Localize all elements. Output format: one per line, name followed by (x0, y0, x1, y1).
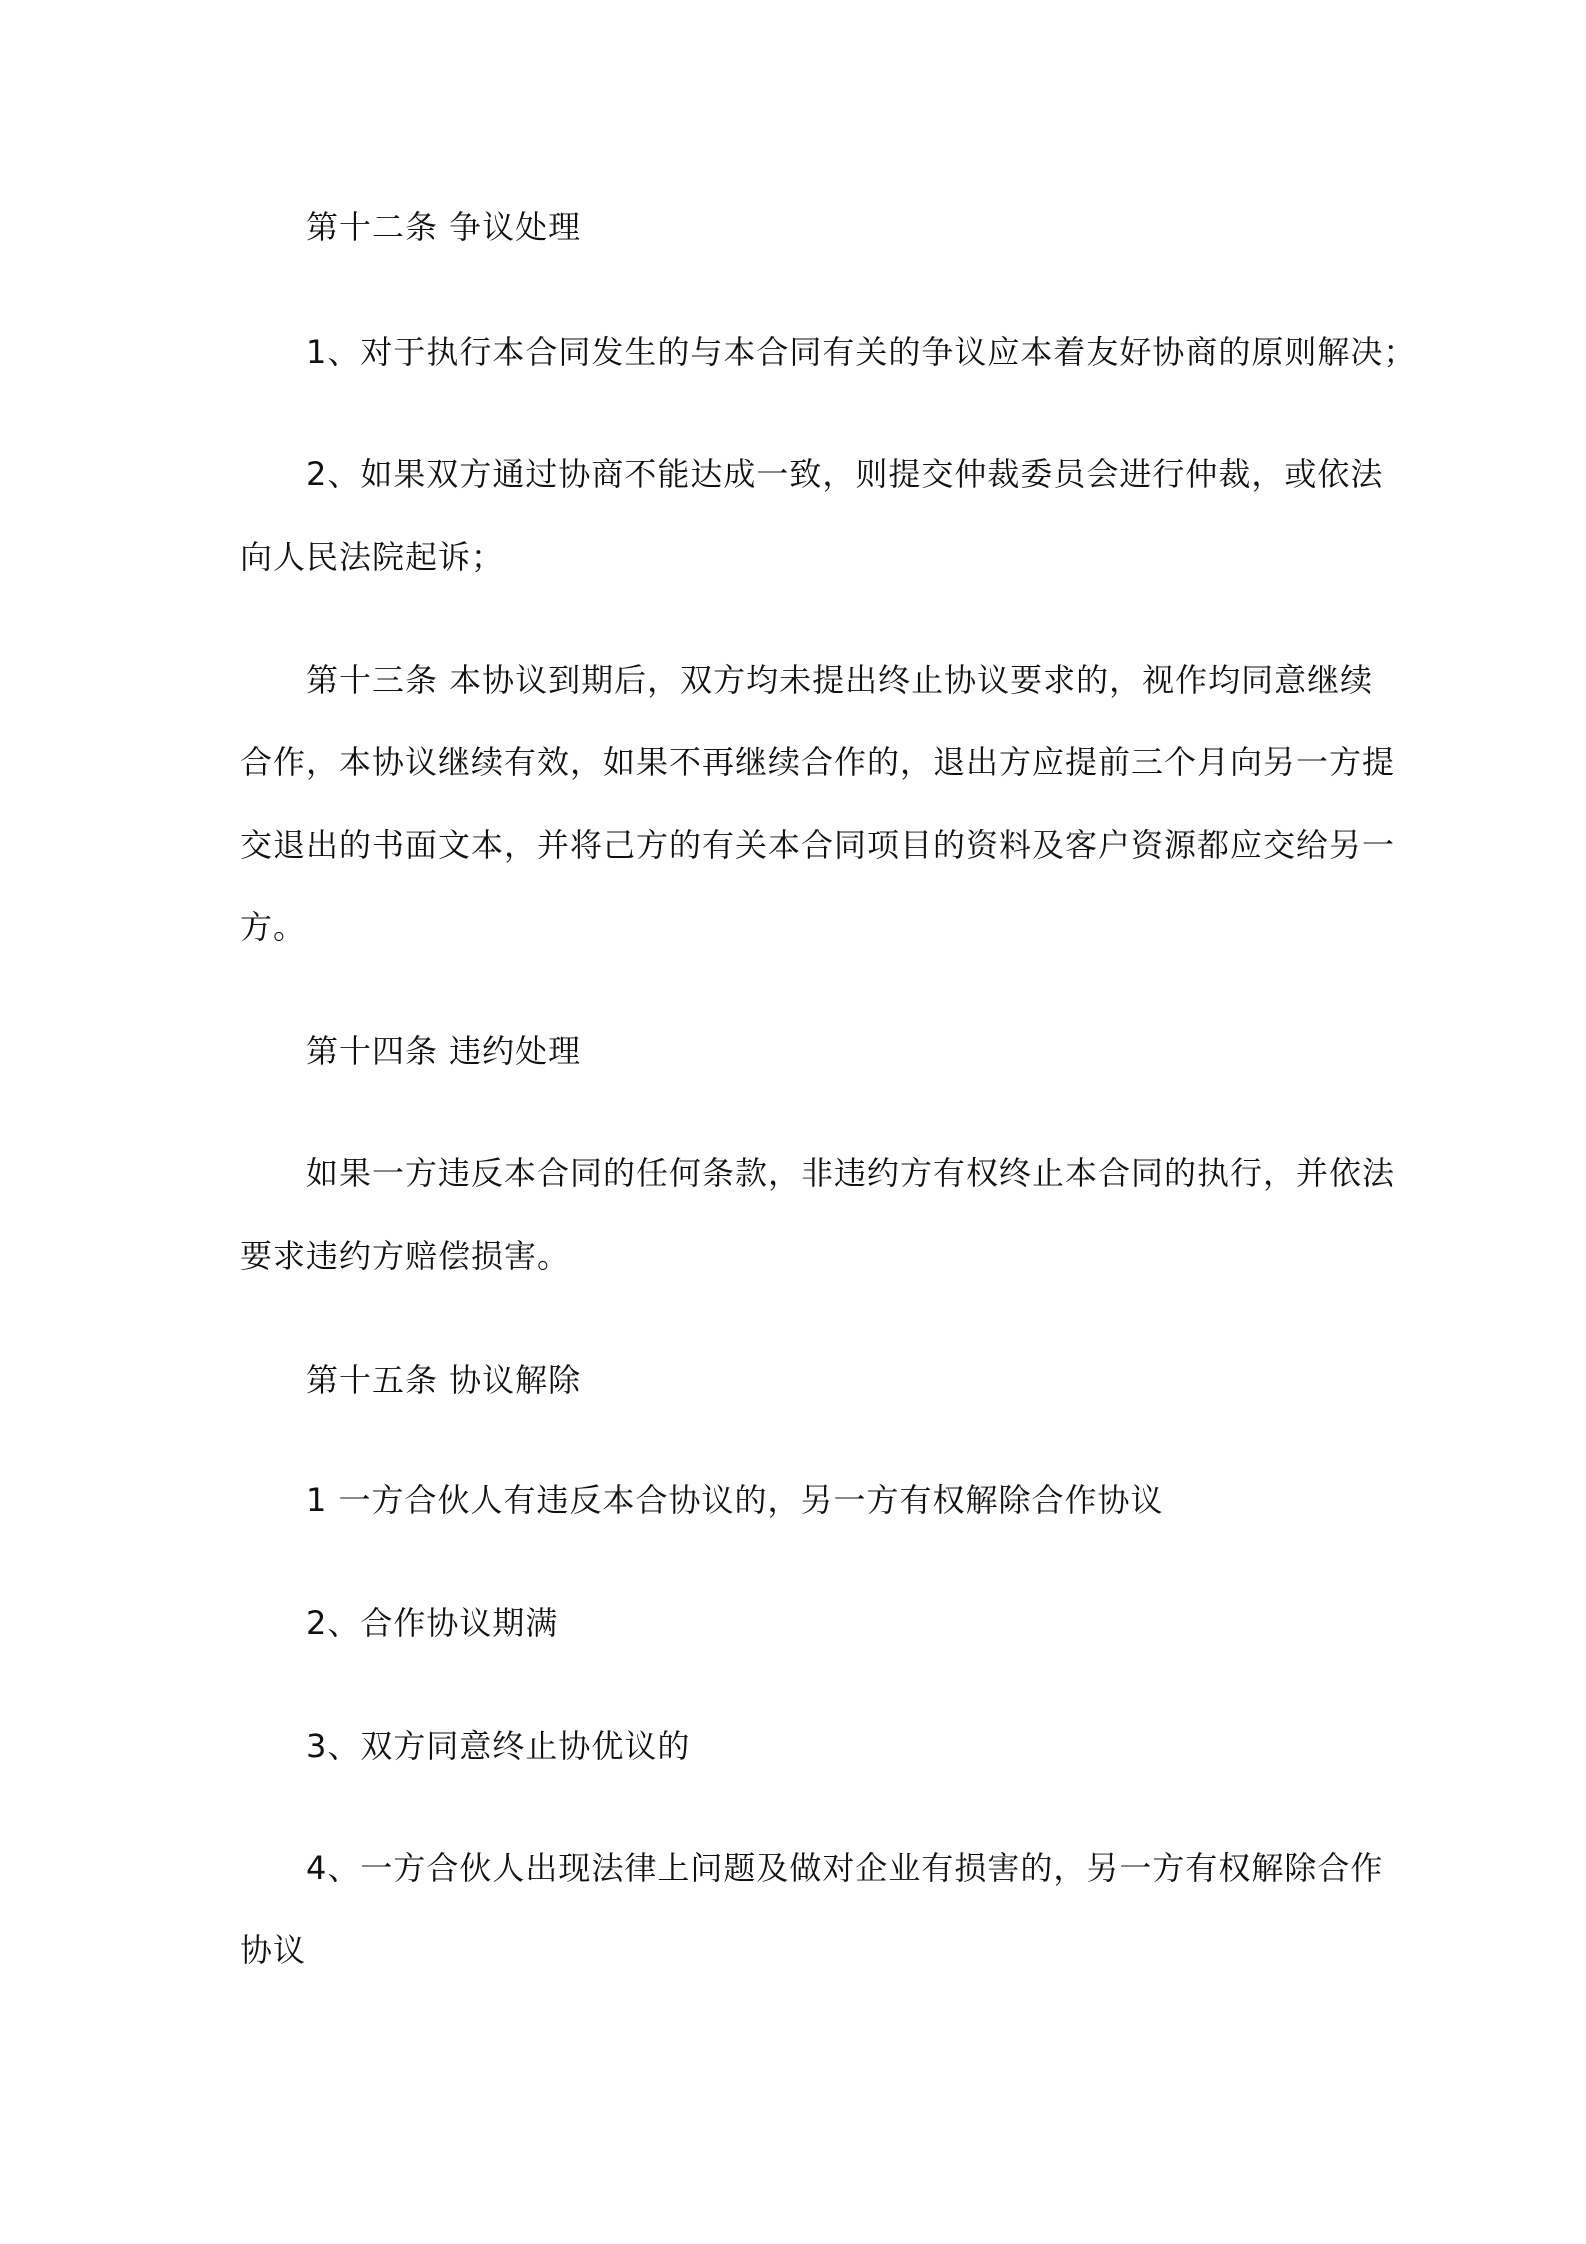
article-12-clause-2-line-2: 向人民法院起诉； (240, 538, 505, 576)
article-15-item-1: 1 一方合伙人有违反本合协议的，另一方有权解除合作协议 (306, 1481, 1164, 1519)
article-14-text-line-2: 要求违约方赔偿损害。 (240, 1237, 571, 1275)
article-13-line-2: 合作，本协议继续有效，如果不再继续合作的，退出方应提前三个月向另一方提 (240, 743, 1396, 781)
article-15-heading: 第十五条 协议解除 (306, 1361, 582, 1399)
article-12-heading: 第十二条 争议处理 (306, 208, 582, 246)
article-14-text-line-1: 如果一方违反本合同的任何条款，非违约方有权终止本合同的执行，并依法 (306, 1154, 1396, 1192)
article-12-clause-2-line-1: 2、如果双方通过协商不能达成一致，则提交仲裁委员会进行仲裁，或依法 (306, 455, 1384, 493)
article-15-item-2: 2、合作协议期满 (306, 1604, 559, 1642)
article-14-heading: 第十四条 违约处理 (306, 1032, 582, 1070)
article-12-clause-1: 1、对于执行本合同发生的与本合同有关的争议应本着友好协商的原则解决； (306, 333, 1417, 371)
article-13-line-3: 交退出的书面文本，并将己方的有关本合同项目的资料及客户资源都应交给另一 (240, 826, 1396, 864)
article-13-line-4: 方。 (240, 908, 307, 946)
article-13-line-1: 第十三条 本协议到期后，双方均未提出终止协议要求的，视作均同意继续 (306, 661, 1374, 699)
article-15-item-4-line-2: 协议 (240, 1931, 307, 1969)
article-15-item-3: 3、双方同意终止协优议的 (306, 1727, 691, 1765)
article-15-item-4-line-1: 4、一方合伙人出现法律上问题及做对企业有损害的，另一方有权解除合作 (306, 1849, 1384, 1887)
